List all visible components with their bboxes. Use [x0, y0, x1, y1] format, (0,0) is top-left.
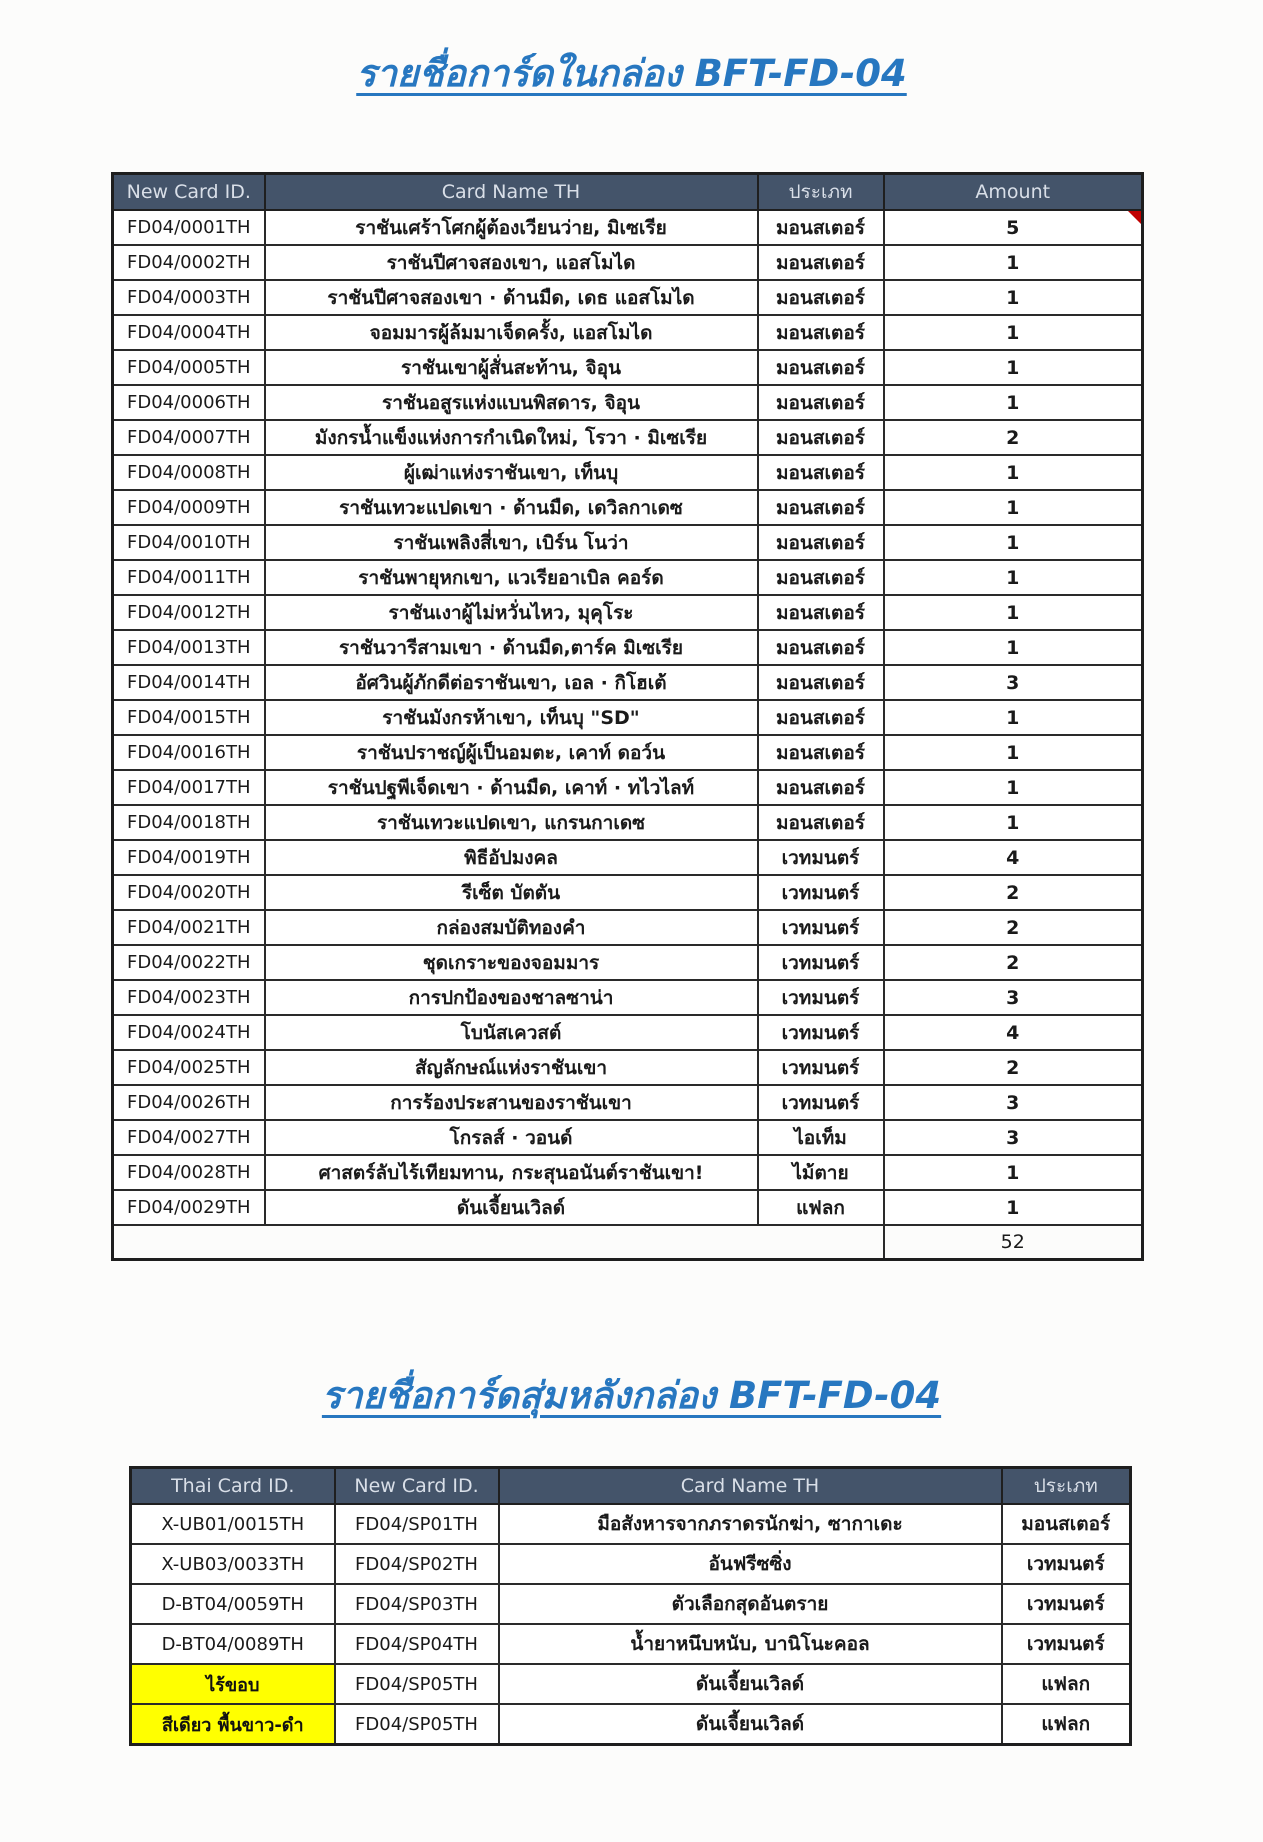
section1-title-text: รายชื่อการ์ดในกล่อง BFT-FD-04 — [356, 52, 907, 95]
card-name-cell: การปกป้องของชาลซาน่า — [265, 980, 758, 1015]
column-header-thai-card-id: Thai Card ID. — [131, 1468, 335, 1505]
card-type-cell: มอนสเตอร์ — [758, 560, 884, 595]
box-card-list-body — [113, 210, 1143, 1260]
section2-title — [0, 1366, 1263, 1425]
new-card-id-cell: FD04/0018TH — [113, 805, 265, 840]
card-name-cell: อัศวินผู้ภักดีต่อราชันเขา, เอล · กิโฮเต้ — [265, 665, 758, 700]
card-name-cell: ราชันเขาผู้สั่นสะท้าน, จิอุน — [265, 350, 758, 385]
amount-cell: 1 — [884, 770, 1143, 805]
amount-cell: 2 — [884, 875, 1143, 910]
card-name-cell: ราชันเศร้าโศกผู้ต้องเวียนว่าย, มิเซเรีย — [265, 210, 758, 245]
amount-cell: 1 — [884, 1155, 1143, 1190]
card-type-cell: เวทมนตร์ — [758, 910, 884, 945]
amount-cell: 1 — [884, 385, 1143, 420]
new-card-id-cell: FD04/0023TH — [113, 980, 265, 1015]
new-card-id-cell: FD04/0002TH — [113, 245, 265, 280]
table-row — [113, 595, 1143, 630]
card-name-cell: ราชันเพลิงสี่เขา, เบิร์น โนว่า — [265, 525, 758, 560]
card-type-cell: มอนสเตอร์ — [758, 700, 884, 735]
column-header-new-card-id: New Card ID. — [335, 1468, 499, 1505]
table-row — [113, 840, 1143, 875]
box-card-list-table — [111, 172, 1144, 1261]
amount-cell: 1 — [884, 490, 1143, 525]
amount-cell: 3 — [884, 1085, 1143, 1120]
card-type-cell: มอนสเตอร์ — [758, 805, 884, 840]
amount-cell: 1 — [884, 455, 1143, 490]
card-name-cell: ราชันปีศาจสองเขา, แอสโมได — [265, 245, 758, 280]
new-card-id-cell: FD04/0028TH — [113, 1155, 265, 1190]
new-card-id-cell: FD04/0005TH — [113, 350, 265, 385]
card-name-cell: โกรลส์ · วอนด์ — [265, 1120, 758, 1155]
card-type-cell: เวทมนตร์ — [1002, 1624, 1131, 1664]
new-card-id-cell: FD04/0012TH — [113, 595, 265, 630]
table-row — [113, 1155, 1143, 1190]
amount-cell: 3 — [884, 665, 1143, 700]
amount-cell: 1 — [884, 525, 1143, 560]
table-row — [113, 525, 1143, 560]
total-amount-cell: 52 — [884, 1225, 1143, 1260]
card-type-cell: มอนสเตอร์ — [758, 770, 884, 805]
table-row — [131, 1704, 1131, 1745]
card-type-cell: มอนสเตอร์ — [758, 280, 884, 315]
card-name-cell: กล่องสมบัติทองคำ — [265, 910, 758, 945]
card-name-cell: ราชันเงาผู้ไม่หวั่นไหว, มุคุโระ — [265, 595, 758, 630]
section1-title — [0, 44, 1263, 103]
card-type-cell: แฟลก — [1002, 1704, 1131, 1745]
table-row — [113, 945, 1143, 980]
table-row — [113, 630, 1143, 665]
card-type-cell: มอนสเตอร์ — [758, 350, 884, 385]
card-type-cell: มอนสเตอร์ — [1002, 1504, 1131, 1544]
card-type-cell: เวทมนตร์ — [758, 1085, 884, 1120]
secret-pack-card-body — [131, 1504, 1131, 1745]
table-row — [131, 1664, 1131, 1704]
table-row — [113, 210, 1143, 245]
thai-card-id-cell: D-BT04/0089TH — [131, 1624, 335, 1664]
table-row — [113, 805, 1143, 840]
card-name-cell: พิธีอัปมงคล — [265, 840, 758, 875]
card-type-cell: เวทมนตร์ — [758, 1015, 884, 1050]
card-name-cell: ศาสตร์ลับไร้เทียมทาน, กระสุนอนันต์ราชันเขา! — [265, 1155, 758, 1190]
card-name-cell: ดันเจี้ยนเวิลด์ — [499, 1664, 1002, 1704]
empty-cell — [265, 1225, 758, 1260]
card-type-cell: มอนสเตอร์ — [758, 595, 884, 630]
card-type-cell: มอนสเตอร์ — [758, 210, 884, 245]
table-row — [113, 280, 1143, 315]
new-card-id-cell: FD04/0016TH — [113, 735, 265, 770]
amount-cell: 1 — [884, 560, 1143, 595]
new-card-id-cell: FD04/0026TH — [113, 1085, 265, 1120]
table-row — [113, 1050, 1143, 1085]
secret-pack-card-table — [129, 1466, 1132, 1746]
card-name-cell: การร้องประสานของราชันเขา — [265, 1085, 758, 1120]
thai-card-id-cell: X-UB01/0015TH — [131, 1504, 335, 1544]
amount-cell: 1 — [884, 315, 1143, 350]
new-card-id-cell: FD04/0014TH — [113, 665, 265, 700]
new-card-id-cell: FD04/0025TH — [113, 1050, 265, 1085]
table-row — [113, 700, 1143, 735]
card-name-cell: น้ำยาหนึบหนับ, บานิโนะคอล — [499, 1624, 1002, 1664]
card-name-cell: มังกรน้ำแข็งแห่งการกำเนิดใหม่, โรวา · มิเซเรีย — [265, 420, 758, 455]
new-card-id-cell: FD04/SP03TH — [335, 1584, 499, 1624]
amount-cell: 3 — [884, 980, 1143, 1015]
new-card-id-cell: FD04/0013TH — [113, 630, 265, 665]
card-name-cell: ราชันปีศาจสองเขา · ด้านมืด, เดธ แอสโมได — [265, 280, 758, 315]
table-row — [113, 455, 1143, 490]
card-type-cell: มอนสเตอร์ — [758, 665, 884, 700]
card-type-cell: ไม้ตาย — [758, 1155, 884, 1190]
new-card-id-cell: FD04/SP01TH — [335, 1504, 499, 1544]
amount-cell: 4 — [884, 840, 1143, 875]
card-name-cell: ราชันวารีสามเขา · ด้านมืด,ตาร์ค มิเซเรีย — [265, 630, 758, 665]
table-row — [113, 980, 1143, 1015]
amount-cell: 3 — [884, 1120, 1143, 1155]
amount-cell: 1 — [884, 1190, 1143, 1225]
amount-cell: 2 — [884, 910, 1143, 945]
card-name-cell: อันฟรีซซิ่ง — [499, 1544, 1002, 1584]
total-row — [113, 1225, 1143, 1260]
column-header-amount: Amount — [884, 174, 1143, 211]
column-header-type: ประเภท — [758, 174, 884, 211]
thai-card-id-cell: สีเดียว พื้นขาว-ดำ — [131, 1704, 335, 1745]
card-type-cell: มอนสเตอร์ — [758, 245, 884, 280]
card-type-cell: ไอเท็ม — [758, 1120, 884, 1155]
table-row — [131, 1584, 1131, 1624]
table-row — [131, 1544, 1131, 1584]
table-row — [113, 875, 1143, 910]
amount-cell: 2 — [884, 945, 1143, 980]
card-name-cell: ราชันปราชญ์ผู้เป็นอมตะ, เคาท์ ดอว์น — [265, 735, 758, 770]
card-type-cell: เวทมนตร์ — [1002, 1584, 1131, 1624]
table-row — [113, 490, 1143, 525]
card-type-cell: เวทมนตร์ — [758, 980, 884, 1015]
section2-title-text: รายชื่อการ์ดสุ่มหลังกล่อง BFT-FD-04 — [321, 1374, 942, 1417]
card-type-cell: มอนสเตอร์ — [758, 735, 884, 770]
new-card-id-cell: FD04/SP02TH — [335, 1544, 499, 1584]
amount-cell: 1 — [884, 630, 1143, 665]
new-card-id-cell: FD04/0001TH — [113, 210, 265, 245]
card-name-cell: ชุดเกราะของจอมมาร — [265, 945, 758, 980]
table-row — [113, 245, 1143, 280]
table-row — [113, 665, 1143, 700]
new-card-id-cell: FD04/0003TH — [113, 280, 265, 315]
new-card-id-cell: FD04/0022TH — [113, 945, 265, 980]
card-type-cell: เวทมนตร์ — [1002, 1544, 1131, 1584]
comment-marker-icon — [1128, 211, 1141, 224]
card-name-cell: จอมมารผู้ล้มมาเจ็ดครั้ง, แอสโมได — [265, 315, 758, 350]
card-type-cell: เวทมนตร์ — [758, 840, 884, 875]
thai-card-id-cell: ไร้ขอบ — [131, 1664, 335, 1704]
table-row — [113, 1190, 1143, 1225]
card-type-cell: เวทมนตร์ — [758, 1050, 884, 1085]
table-row — [113, 910, 1143, 945]
card-type-cell: เวทมนตร์ — [758, 875, 884, 910]
new-card-id-cell: FD04/0010TH — [113, 525, 265, 560]
new-card-id-cell: FD04/0009TH — [113, 490, 265, 525]
new-card-id-cell: FD04/SP04TH — [335, 1624, 499, 1664]
card-type-cell: แฟลก — [1002, 1664, 1131, 1704]
new-card-id-cell: FD04/0008TH — [113, 455, 265, 490]
new-card-id-cell: FD04/0011TH — [113, 560, 265, 595]
card-type-cell: มอนสเตอร์ — [758, 630, 884, 665]
new-card-id-cell: FD04/SP05TH — [335, 1704, 499, 1745]
card-name-cell: ดันเจี้ยนเวิลด์ — [499, 1704, 1002, 1745]
table-header-row — [131, 1468, 1131, 1505]
card-name-cell: ราชันเทวะแปดเขา, แกรนกาเดซ — [265, 805, 758, 840]
card-type-cell: มอนสเตอร์ — [758, 490, 884, 525]
table-header-row — [113, 174, 1143, 211]
new-card-id-cell: FD04/0017TH — [113, 770, 265, 805]
card-type-cell: มอนสเตอร์ — [758, 315, 884, 350]
amount-cell: 4 — [884, 1015, 1143, 1050]
new-card-id-cell: FD04/0006TH — [113, 385, 265, 420]
column-header-new-card-id: New Card ID. — [113, 174, 265, 211]
card-type-cell: แฟลก — [758, 1190, 884, 1225]
amount-cell: 1 — [884, 280, 1143, 315]
table-row — [113, 560, 1143, 595]
thai-card-id-cell: D-BT04/0059TH — [131, 1584, 335, 1624]
new-card-id-cell: FD04/0007TH — [113, 420, 265, 455]
empty-cell — [758, 1225, 884, 1260]
card-name-cell: สัญลักษณ์แห่งราชันเขา — [265, 1050, 758, 1085]
table-row — [131, 1504, 1131, 1544]
new-card-id-cell: FD04/0021TH — [113, 910, 265, 945]
new-card-id-cell: FD04/0027TH — [113, 1120, 265, 1155]
amount-cell: 2 — [884, 1050, 1143, 1085]
card-name-cell: ราชันพายุหกเขา, แวเรียอาเบิล คอร์ด — [265, 560, 758, 595]
new-card-id-cell: FD04/0004TH — [113, 315, 265, 350]
card-name-cell: ตัวเลือกสุดอันตราย — [499, 1584, 1002, 1624]
card-name-cell: ดันเจี้ยนเวิลด์ — [265, 1190, 758, 1225]
amount-cell: 1 — [884, 700, 1143, 735]
table-row — [113, 735, 1143, 770]
card-type-cell: มอนสเตอร์ — [758, 455, 884, 490]
card-name-cell: ราชันเทวะแปดเขา · ด้านมืด, เดวิลกาเดซ — [265, 490, 758, 525]
amount-cell: 1 — [884, 245, 1143, 280]
table-row — [113, 420, 1143, 455]
new-card-id-cell: FD04/SP05TH — [335, 1664, 499, 1704]
new-card-id-cell: FD04/0015TH — [113, 700, 265, 735]
card-name-cell: มือสังหารจากภราดรนักฆ่า, ซากาเดะ — [499, 1504, 1002, 1544]
card-name-cell: ราชันอสูรแห่งแบนพิสดาร, จิอุน — [265, 385, 758, 420]
card-type-cell: มอนสเตอร์ — [758, 385, 884, 420]
table-row — [113, 350, 1143, 385]
column-header-card-name: Card Name TH — [265, 174, 758, 211]
table-row — [113, 1085, 1143, 1120]
card-type-cell: มอนสเตอร์ — [758, 420, 884, 455]
table-row — [113, 385, 1143, 420]
new-card-id-cell: FD04/0020TH — [113, 875, 265, 910]
amount-cell: 1 — [884, 595, 1143, 630]
card-name-cell: โบนัสเควสต์ — [265, 1015, 758, 1050]
card-name-cell: ผู้เฒ่าแห่งราชันเขา, เท็นบุ — [265, 455, 758, 490]
card-type-cell: เวทมนตร์ — [758, 945, 884, 980]
table-row — [113, 770, 1143, 805]
table-row — [113, 315, 1143, 350]
empty-cell — [113, 1225, 265, 1260]
card-name-cell: รีเซ็ต บัตตัน — [265, 875, 758, 910]
table-row — [113, 1120, 1143, 1155]
card-type-cell: มอนสเตอร์ — [758, 525, 884, 560]
column-header-card-name: Card Name TH — [499, 1468, 1002, 1505]
amount-cell: 5 — [884, 210, 1143, 245]
card-name-cell: ราชันปฐพีเจ็ดเขา · ด้านมืด, เคาท์ · ทไวไลท์ — [265, 770, 758, 805]
table-row — [131, 1624, 1131, 1664]
card-name-cell: ราชันมังกรห้าเขา, เท็นบุ "SD" — [265, 700, 758, 735]
thai-card-id-cell: X-UB03/0033TH — [131, 1544, 335, 1584]
table-row — [113, 1015, 1143, 1050]
new-card-id-cell: FD04/0024TH — [113, 1015, 265, 1050]
column-header-type: ประเภท — [1002, 1468, 1131, 1505]
amount-cell: 2 — [884, 420, 1143, 455]
amount-cell: 1 — [884, 735, 1143, 770]
new-card-id-cell: FD04/0019TH — [113, 840, 265, 875]
amount-cell: 1 — [884, 805, 1143, 840]
amount-cell: 1 — [884, 350, 1143, 385]
new-card-id-cell: FD04/0029TH — [113, 1190, 265, 1225]
